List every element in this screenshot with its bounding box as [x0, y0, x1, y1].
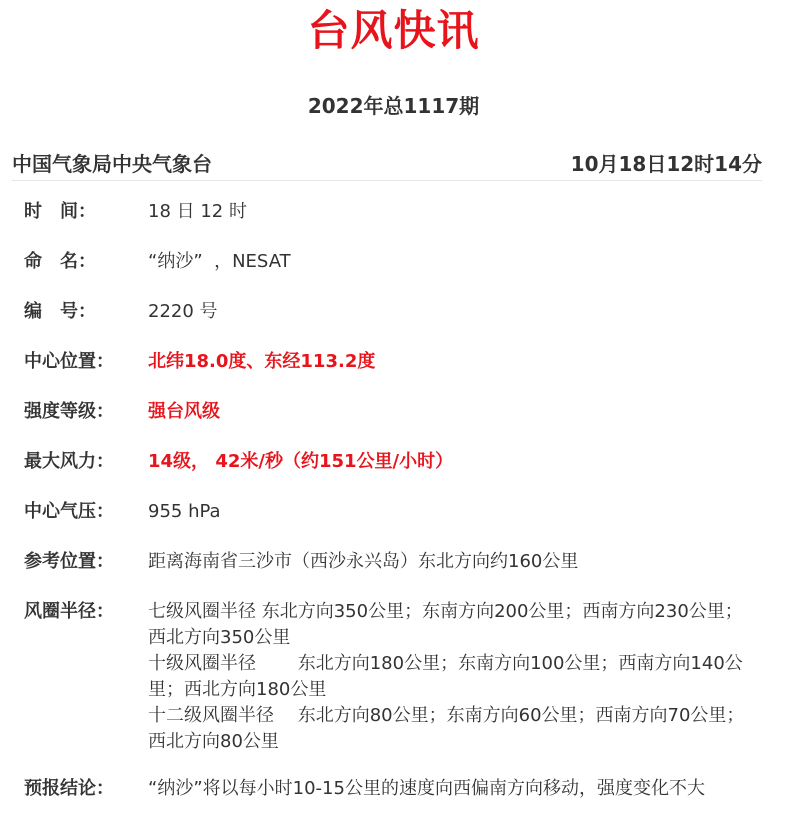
field-label: 风圈半径： — [24, 601, 114, 622]
field-label: 中心位置： — [24, 351, 114, 372]
field-value-wind-radius — [148, 599, 754, 755]
row-time — [24, 199, 754, 249]
row-max-wind — [24, 449, 754, 499]
row-center-position — [24, 349, 754, 399]
wind-radius-12: 十二级风圈半径 东北方向80公里；东南方向60公里；西南方向70公里；西北方向80公里 — [148, 705, 745, 752]
field-value-reference-position: 距离海南省三沙市（西沙永兴岛）东北方向约160公里 — [148, 551, 579, 572]
issue-number: 2022年总1117期 — [307, 94, 480, 118]
row-reference-position — [24, 549, 754, 599]
row-center-pressure — [24, 499, 754, 549]
wind-radius-7: 七级风圈半径 东北方向350公里；东南方向200公里；西南方向230公里；西北方向350公里 — [148, 601, 743, 648]
field-label: 编 号： — [24, 301, 96, 322]
field-value-center-pressure: 955 hPa — [148, 501, 221, 522]
row-name — [24, 249, 754, 299]
page-title: 台风快讯 — [307, 6, 480, 55]
typhoon-info-table — [24, 199, 754, 836]
agency-name: 中国气象局中央气象台 — [12, 151, 212, 176]
row-intensity — [24, 399, 754, 449]
field-value-number: 2220 号 — [148, 301, 218, 322]
field-value-name: “纳沙” ，NESAT — [148, 251, 291, 272]
bulletin-header — [12, 144, 762, 181]
field-value-intensity: 强台风级 — [148, 401, 220, 422]
row-number — [24, 299, 754, 349]
field-value-center-position: 北纬18.0度、东经113.2度 — [148, 351, 376, 372]
issue-timestamp: 10月18日12时14分 — [570, 151, 762, 176]
row-forecast — [24, 776, 754, 836]
field-label: 强度等级： — [24, 401, 114, 422]
row-wind-radius — [24, 599, 754, 776]
field-label: 中心气压： — [24, 501, 114, 522]
field-value-time: 18 日 12 时 — [148, 201, 247, 222]
field-label: 预报结论： — [24, 778, 114, 799]
field-label: 时 间： — [24, 201, 96, 222]
field-label: 参考位置： — [24, 551, 114, 572]
field-label: 命 名： — [24, 251, 96, 272]
field-value-max-wind: 14级， 42米/秒（约151公里/小时） — [148, 451, 454, 472]
wind-radius-10: 十级风圈半径 东北方向180公里；东南方向100公里；西南方向140公里；西北方向180公里 — [148, 653, 743, 700]
field-label: 最大风力： — [24, 451, 114, 472]
field-value-forecast: “纳沙”将以每小时10-15公里的速度向西偏南方向移动，强度变化不大 — [148, 778, 705, 799]
